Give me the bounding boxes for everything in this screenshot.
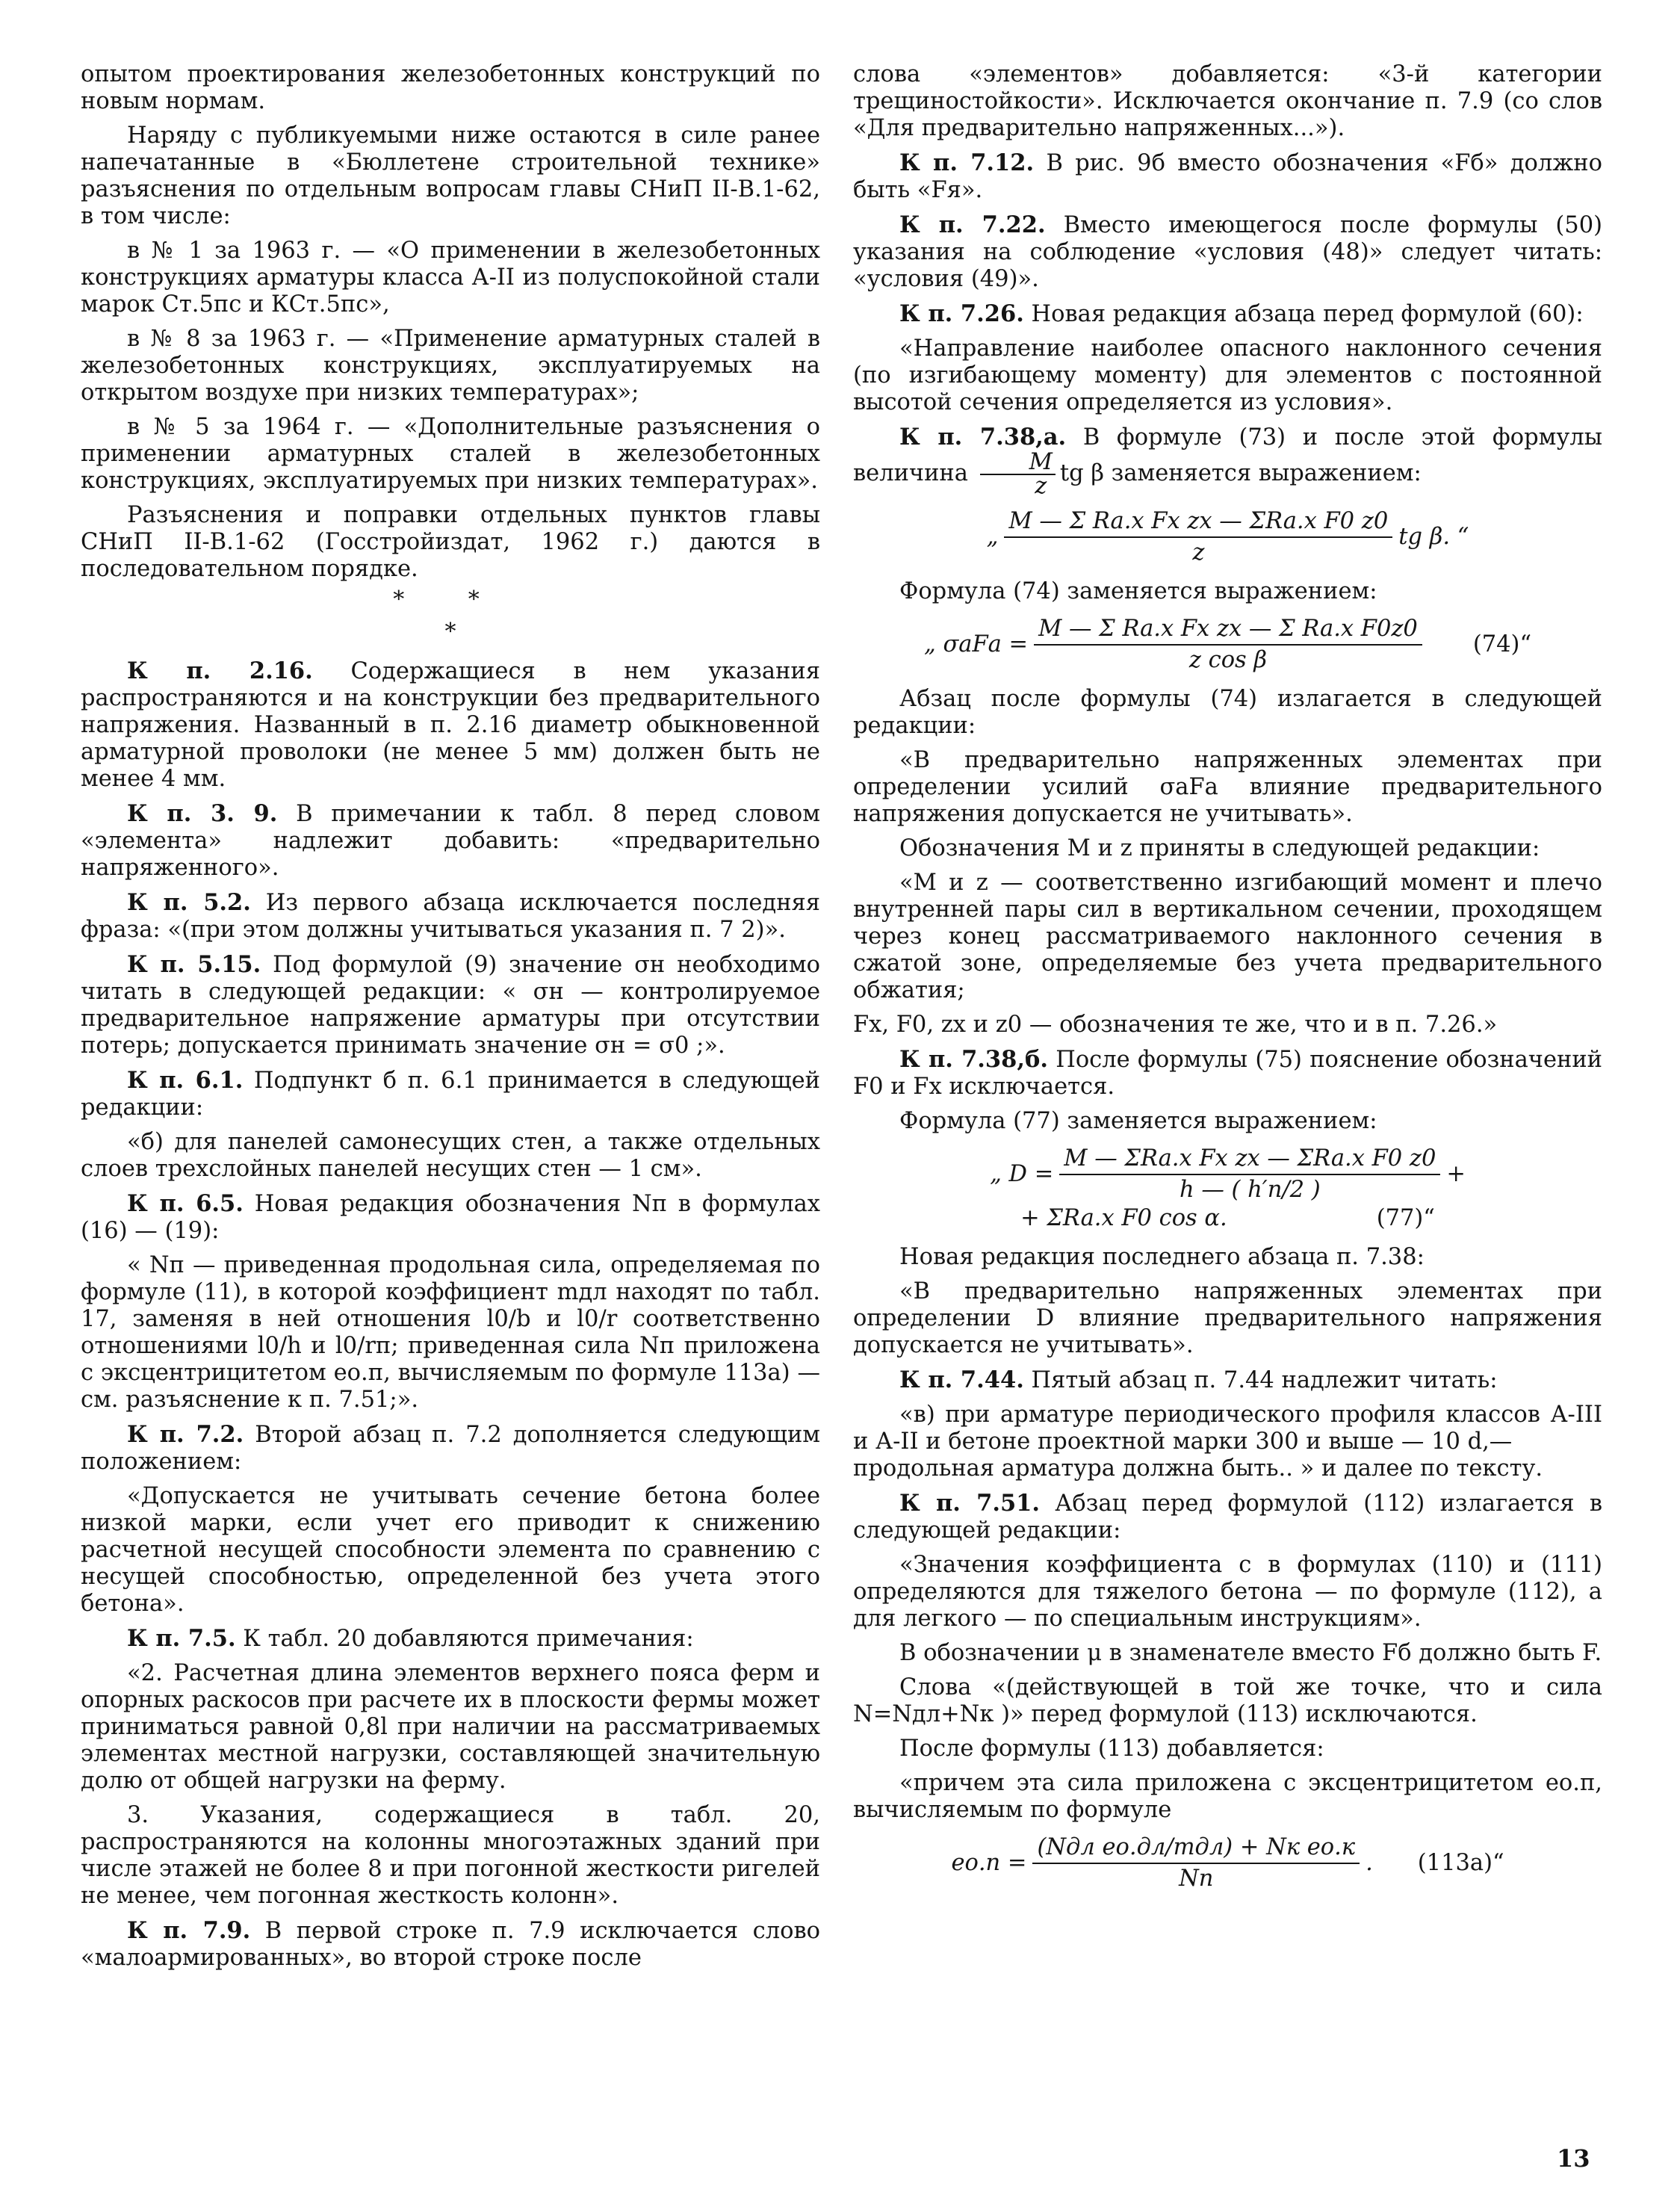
formula-lhs: eо.п = [951,1850,1027,1876]
formula-continuation: + ΣRa.x F0 cos α. [1020,1205,1227,1231]
quote: «Направление наиболее опасного наклонного сечения (по изгибающему моменту) для элементов с постоянной высотой сечения определяется из условия». [853,335,1602,415]
item-text: После формулы (75) пояснение обозначений F0 и Fx исключается. [853,1047,1602,1100]
item-k-7-38a [853,424,1602,498]
item-text: Вместо имеющегося после формулы (50) указания на соблюдение «условия (48)» следует читать: «условия (49)». [853,212,1603,292]
formula-numerator: (Nдл eо.дл/mдл) + Nк eо.к [1032,1834,1360,1864]
quote: «Допускается не учитывать сечение бетона более низкой марки, если учет его приводит к снижению расчетной несущей способности элемента по сравнению с несущей способностью, определенной без учета этого бетона». [81,1483,820,1617]
formula-77 [853,1145,1602,1204]
item-text: Второй абзац п. 7.2 дополняется следующим положением: [81,1422,820,1475]
quote: «в) при арматуре периодического профиля классов А-III и А-II и бетоне проектной марки 300 и выше — 10 d,— [853,1402,1602,1455]
item-k-7-22 [853,211,1602,293]
item-k-7-44 [853,1366,1602,1394]
formula-number: (113а)“ [1417,1850,1504,1876]
left-column [81,61,820,1979]
paragraph: Формула (74) заменяется выражением: [899,578,1377,604]
formula-numerator: M — Σ Ra.x Fx zx — Σ Ra.x F0z0 [1034,616,1422,646]
quote: «причем эта сила приложена с эксцентрицитетом eо.п, вычисляемым по формуле [853,1770,1602,1823]
paragraph: в № 5 за 1964 г. — «Дополнительные разъяснения о применении арматурных сталей в железобетонных конструкциях, эксплуатируемых при низких температурах». [81,414,820,494]
item-lead: К п. 7.12. [899,149,1035,176]
paragraph: слова «элементов» добавляется: «3-й категории трещиностойкости». Исключается окончание п. 7.9 (со слов «Для предварительно напряженных...»). [853,61,1602,141]
formula-plus: + [1446,1161,1466,1187]
item-lead: К п. 7.9. [127,1917,251,1944]
item-text: В формуле (73) и после этой формулы величина [853,424,1602,486]
item-lead: К п. 6.1. [127,1067,244,1094]
item-lead: К п. 3. 9. [127,800,278,827]
formula-suffix: tg β. “ [1398,524,1469,550]
item-text: tg β заменяется выражением: [1059,460,1422,486]
quote: Fx, F0, zx и z0 — обозначения те же, что и в п. 7.26.» [853,1012,1498,1038]
paragraph: Разъяснения и поправки отдельных пунктов главы СНиП II-В.1-62 (Госстройиздат, 1962 г.) даются в последовательном порядке. [81,502,820,582]
quote: «2. Расчетная длина элементов верхнего пояса ферм и опорных раскосов при расчете их в плоскости фермы может приниматься равной 0,8l при наличии на рассматриваемых элементах местной нагрузки, составляющей значительную долю от общей нагрузки на ферму. [81,1660,820,1794]
page-number: 13 [1557,2144,1590,2173]
item-k-7-12 [853,149,1602,204]
item-k-2-16 [81,657,820,793]
formula-77-line2 [853,1205,1602,1232]
item-k-5-2 [81,889,820,944]
formula-74 [853,616,1602,674]
item-text: Новая редакция абзаца перед формулой (60): [1023,301,1584,327]
paragraph: В обозначении μ в знаменателе вместо Fб должно быть F. [899,1640,1602,1666]
item-lead: К п. 7.26. [899,300,1024,327]
paragraph: После формулы (113) добавляется: [899,1736,1324,1762]
inline-fraction [980,451,1056,498]
item-text: Из первого абзаца исключается последняя фраза: «(при этом должны учитываться указания п. 7 2)». [81,890,821,943]
item-text: Подпункт б п. 6.1 принимается в следующей редакции: [81,1068,820,1121]
paragraph: Обозначения M и z приняты в следующей редакции: [899,835,1540,861]
item-k-3-9 [81,800,820,882]
item-lead: К п. 7.38,б. [899,1046,1048,1073]
item-k-7-9 [81,1917,820,1972]
formula-number: (74)“ [1472,631,1532,657]
formula-73 [853,508,1602,566]
formula-numerator: M — ΣRa.x Fx zx — ΣRa.x F0 z0 [1059,1145,1440,1175]
item-lead: К п. 7.22. [899,211,1046,238]
item-text: Под формулой (9) значение σн необходимо читать в следующей редакции: « σн — контролируемое предварительное напряжение арматуры при отсутствии потерь; допускается принимать значение σн = σ0 ;». [81,952,821,1059]
formula-fraction [1032,1834,1360,1892]
item-text: В первой строке п. 7.9 исключается слово «малоармированных», во второй строке после [81,1918,821,1971]
quote: 3. Указания, содержащиеся в табл. 20, распространяются на колонны многоэтажных зданий при числе этажей не более 8 и при погонной жесткости ригелей не менее, чем погонная жесткость колонн». [81,1802,820,1909]
item-text: Новая редакция обозначения Nп в формулах (16) — (19): [81,1191,821,1244]
formula-dot: . [1366,1850,1373,1876]
item-lead: К п. 7.2. [127,1421,244,1448]
formula-fraction [1034,616,1422,674]
formula-prefix: „ [986,524,999,550]
item-text: В рис. 9б вместо обозначения «Fб» должно быть «Fя». [853,150,1602,203]
quote: «Значения коэффициента c в формулах (110) и (111) определяются для тяжелого бетона — по формуле (112), а для легкого — по специальным инструкциям». [853,1552,1602,1632]
formula-lhs: „ D = [990,1161,1054,1187]
item-k-7-38b [853,1046,1602,1101]
section-divider-stars: * * [393,586,508,613]
item-lead: К п. 6.5. [127,1190,244,1217]
item-k-6-1 [81,1067,820,1121]
item-k-7-51 [853,1490,1602,1544]
section-divider-star: * [444,619,456,645]
item-lead: К п. 7.5. [127,1625,236,1652]
item-lead: К п. 5.15. [127,951,261,978]
formula-numerator: M — Σ Ra.x Fx zx — ΣRa.x F0 z0 [1004,508,1392,538]
item-lead: К п. 7.44. [899,1366,1024,1393]
formula-113a [853,1834,1602,1892]
item-lead: К п. 5.2. [127,889,251,916]
item-text: Содержащиеся в нем указания распространяются и на конструкции без предварительного напряжения. Названный в п. 2.16 диаметр обыкновенной арматурной проволоки (не менее 5 мм) должен быть не менее 4 мм. [81,658,820,792]
formula-number: (77)“ [1376,1205,1435,1231]
item-k-7-5 [81,1625,820,1653]
formula-denominator: h — ( h′п/2 ) [1180,1177,1321,1203]
formula-fraction [1059,1145,1440,1204]
fraction-denominator: z [1035,473,1047,499]
paragraph: Абзац после формулы (74) излагается в следующей редакции: [853,686,1602,739]
item-lead: К п. 7.51. [899,1490,1041,1517]
paragraph: Новая редакция последнего абзаца п. 7.38: [899,1244,1425,1270]
quote: «В предварительно напряженных элементах при определении D влияние предварительного напряжения допускается не учитывать». [853,1278,1602,1358]
item-k-6-5 [81,1190,820,1245]
quote: «M и z — соответственно изгибающий момент и плечо внутренней пары сил в вертикальном сечении, проходящем через конец рассматриваемого наклонного сечения в сжатой зоне, определяемые без учета предварительного обжатия; [853,870,1602,1003]
item-text: В примечании к табл. 8 перед словом «элемента» надлежит добавить: «предварительно напряженного». [81,801,820,881]
paragraph: Наряду с публикуемыми ниже остаются в силе ранее напечатанные в «Бюллетене строительной технике» разъяснения по отдельным вопросам главы СНиП II-В.1-62, в том числе: [81,123,820,229]
quote: « Nп — приведенная продольная сила, определяемая по формуле (11), в которой коэффициент mдл находят по табл. 17, заменяя в ней отношения l0/b и l0/r соответственно отношениями l0/h и l0/rп; приведенная сила Nп приложена с эксцентрицитетом eо.п, вычисляемым по формуле 113а) — см. разъяснение к п. 7.51;». [81,1252,820,1413]
item-text: Пятый абзац п. 7.44 надлежит читать: [1023,1367,1498,1393]
quote: «б) для панелей самонесущих стен, а также отдельных слоев трехслойных панелей несущих стен — 1 см». [81,1129,820,1182]
paragraph: Формула (77) заменяется выражением: [899,1108,1377,1134]
paragraph: в № 1 за 1963 г. — «О применении в железобетонных конструкциях арматуры класса А-II из полуспокойной стали марок Ст.5пс и КСт.5пс», [81,238,820,318]
formula-denominator: z [1192,539,1205,566]
formula-fraction [1004,508,1392,566]
item-k-7-2 [81,1421,820,1476]
fraction-numerator: M [980,451,1056,475]
item-k-7-26 [853,300,1602,328]
formula-denominator: z cos β [1188,647,1268,673]
paragraph: в № 8 за 1963 г. — «Применение арматурных сталей в железобетонных конструкциях, эксплуатируемых на открытом воздухе при низких температурах»; [81,326,820,406]
item-text: К табл. 20 добавляются примечания: [235,1626,694,1652]
item-text: Абзац перед формулой (112) излагается в следующей редакции: [853,1491,1602,1544]
paragraph: опытом проектирования железобетонных конструкций по новым нормам. [81,61,820,114]
quote: продольная арматура должна быть.. » и далее по тексту. [853,1455,1543,1482]
item-k-5-15 [81,951,820,1059]
item-lead: К п. 2.16. [127,657,313,684]
paragraph: Слова «(действующей в той же точке, что и сила N=Nдл+Nк )» перед формулой (113) исключаются. [853,1674,1602,1727]
quote: «В предварительно напряженных элементах при определении усилий σаFа влияние предварительного напряжения допускается не учитывать». [853,747,1602,827]
formula-denominator: Nп [1179,1866,1214,1892]
right-column [853,61,1602,1904]
formula-lhs: „ σаFа = [923,631,1029,657]
item-lead: К п. 7.38,а. [899,424,1067,451]
